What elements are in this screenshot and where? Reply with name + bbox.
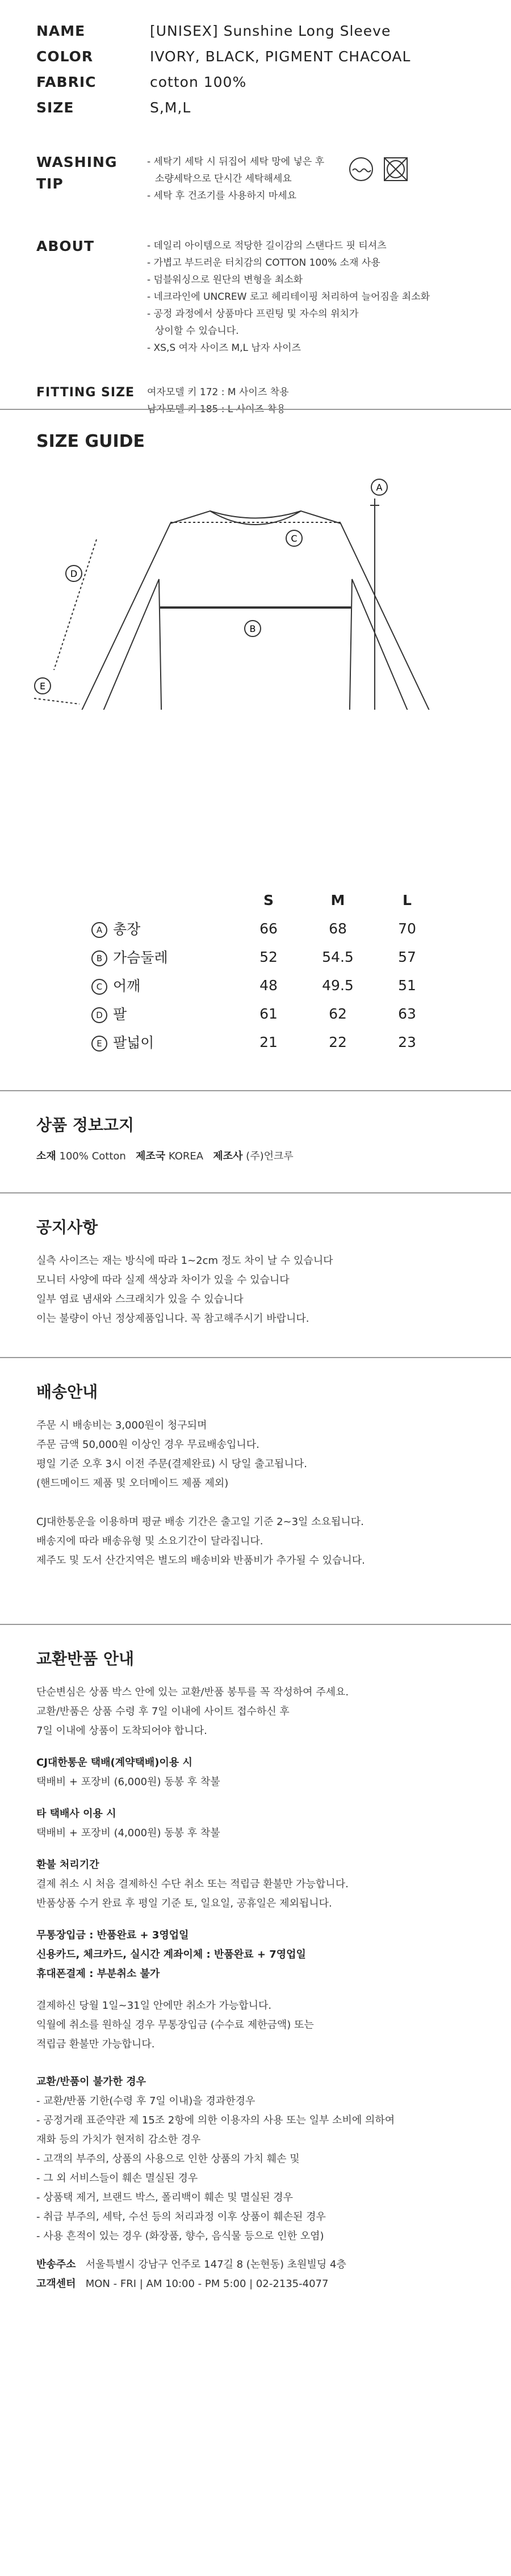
tshirt-diagram bbox=[0, 471, 511, 710]
impossible-line: 재화 등의 가치가 현저히 감소한 경우 bbox=[36, 2134, 201, 2146]
divider bbox=[0, 1090, 511, 1091]
measure-label: 가슴둘레 bbox=[113, 949, 168, 966]
shipping-section bbox=[36, 1380, 479, 1570]
name-label: NAME bbox=[36, 23, 86, 39]
size-cell: 21 bbox=[259, 1033, 278, 1050]
about-line: 상이할 수 있습니다. bbox=[155, 325, 239, 337]
size-cell: 22 bbox=[329, 1033, 347, 1050]
about-line: - 공정 과정에서 상품마다 프린팅 및 자수의 위치가 bbox=[147, 308, 359, 320]
phone-pay-line: 적립금 환불만 가능합니다. bbox=[36, 2038, 155, 2050]
size-cell: 70 bbox=[398, 920, 416, 937]
refund-line: 반품상품 수거 완료 후 평일 기준 토, 일요일, 공휴일은 제외됩니다. bbox=[36, 1898, 332, 1909]
fitting-lines bbox=[147, 384, 475, 418]
size-row bbox=[91, 914, 442, 943]
customer-center-key: 고객센터 bbox=[36, 2278, 76, 2290]
size-cell: 57 bbox=[398, 948, 416, 965]
size-cell: 61 bbox=[259, 1005, 278, 1022]
measure-mark: A bbox=[91, 922, 107, 938]
size-guide-title: SIZE GUIDE bbox=[36, 432, 145, 451]
cj-title: CJ대한통운 택배(계약택배)이용 시 bbox=[36, 1757, 192, 1769]
size-cell: 49.5 bbox=[322, 977, 354, 994]
svg-text:C: C bbox=[291, 533, 298, 544]
measure-label: 팔 bbox=[113, 1006, 127, 1023]
svg-text:E: E bbox=[39, 681, 46, 692]
announce-line: 실측 사이즈는 재는 방식에 따라 1~2cm 정도 차이 날 수 있습니다 bbox=[36, 1255, 333, 1267]
impossible-line: - 상품택 제거, 브랜드 박스, 폴리백이 훼손 및 멸실된 경우 bbox=[36, 2192, 293, 2204]
announcement-section bbox=[36, 1215, 479, 1329]
shipping-line: (핸드메이드 제품 및 오더메이드 제품 제외) bbox=[36, 1477, 229, 1489]
sleeve-width-dimension-line bbox=[34, 698, 79, 704]
about-line: - 덤블워싱으로 원단의 변형을 최소화 bbox=[147, 274, 303, 286]
washing-label-line1: WASHING bbox=[36, 154, 118, 170]
fitting-section bbox=[36, 384, 475, 418]
notice-title: 상품 정보고지 bbox=[36, 1116, 135, 1134]
divider bbox=[0, 1192, 511, 1193]
size-cell: 62 bbox=[329, 1005, 347, 1022]
impossible-line: - 사용 흔적이 있는 경우 (화장품, 향수, 음식물 등으로 인한 오염) bbox=[36, 2230, 324, 2242]
payment-line: 휴대폰결제 : 부분취소 불가 bbox=[36, 1968, 160, 1980]
about-label: ABOUT bbox=[36, 238, 95, 254]
impossible-title: 교환/반품이 불가한 경우 bbox=[36, 2076, 146, 2088]
refund-title: 환불 처리기간 bbox=[36, 1859, 99, 1871]
announce-line: 이는 불량이 아닌 정상제품입니다. 꼭 참고해주시기 바랍니다. bbox=[36, 1313, 309, 1325]
size-value: S,M,L bbox=[150, 99, 191, 116]
size-header: L bbox=[403, 891, 412, 908]
washing-line: 소량세탁으로 단시간 세탁해세요 bbox=[155, 173, 292, 185]
divider bbox=[0, 1357, 511, 1358]
product-detail-page bbox=[0, 0, 511, 418]
size-cell: 23 bbox=[398, 1033, 416, 1050]
about-lines bbox=[147, 237, 475, 357]
svg-text:B: B bbox=[249, 623, 256, 634]
fitting-line: 여자모델 키 172 : M 사이즈 착용 bbox=[147, 387, 289, 398]
divider bbox=[0, 409, 511, 410]
size-cell: 68 bbox=[329, 920, 347, 937]
fabric-label: FABRIC bbox=[36, 74, 97, 90]
color-label: COLOR bbox=[36, 48, 94, 65]
measure-mark: E bbox=[91, 1036, 107, 1052]
exchange-title: 교환반품 안내 bbox=[36, 1649, 135, 1668]
hand-wash-icon bbox=[347, 157, 375, 182]
name-value: [UNISEX] Sunshine Long Sleeve bbox=[150, 23, 391, 39]
size-cell: 66 bbox=[259, 920, 278, 937]
refund-line: 결제 취소 시 처음 결제하신 수단 취소 또는 적립금 환불만 가능합니다. bbox=[36, 1878, 349, 1890]
washing-label bbox=[36, 153, 147, 204]
measure-mark: B bbox=[91, 950, 107, 966]
size-header: S bbox=[263, 891, 274, 908]
announce-line: 일부 염료 냄새와 스크래치가 있을 수 있습니다 bbox=[36, 1293, 244, 1305]
svg-text:A: A bbox=[376, 482, 383, 493]
no-tumble-dry-icon bbox=[383, 157, 408, 182]
size-label: SIZE bbox=[36, 99, 74, 116]
size-header: M bbox=[330, 891, 345, 908]
about-line: - XS,S 여자 사이즈 M,L 남자 사이즈 bbox=[147, 342, 301, 354]
spec-table bbox=[36, 23, 475, 116]
impossible-line: - 공정거래 표준약관 제 15조 2항에 의한 이용자의 사용 또는 일부 소비에 의하여 bbox=[36, 2114, 395, 2126]
size-cell: 51 bbox=[398, 977, 416, 994]
size-row bbox=[91, 971, 442, 999]
fitting-label: FITTING SIZE bbox=[36, 386, 135, 400]
other-courier-line: 택배비 + 포장비 (4,000원) 동봉 후 착불 bbox=[36, 1827, 220, 1839]
return-address-key: 반송주소 bbox=[36, 2259, 76, 2271]
exchange-line: 교환/반품은 상품 수령 후 7일 이내에 사이트 접수하신 후 bbox=[36, 1706, 290, 1718]
size-cell: 54.5 bbox=[322, 948, 354, 965]
phone-pay-line: 익월에 취소를 원하실 경우 무통장입금 (수수료 제한금액) 또는 bbox=[36, 2019, 314, 2031]
exchange-line: 7일 이내에 상품이 도착되어야 합니다. bbox=[36, 1725, 207, 1737]
about-section bbox=[36, 237, 475, 357]
about-line: - 네크라인에 UNCREW 로고 헤리테이핑 처리하여 늘어짐을 최소화 bbox=[147, 291, 430, 303]
material-value: 100% Cotton bbox=[59, 1150, 126, 1162]
exchange-section bbox=[36, 1647, 485, 2294]
measure-label: 총장 bbox=[113, 921, 141, 937]
size-table bbox=[91, 886, 442, 1056]
size-cell: 52 bbox=[259, 948, 278, 965]
other-courier-title: 타 택배사 이용 시 bbox=[36, 1808, 116, 1820]
washing-line: - 세탁기 세탁 시 뒤집어 세탁 망에 넣은 후 bbox=[147, 156, 325, 167]
shipping-title: 배송안내 bbox=[36, 1383, 98, 1401]
payment-line: 무통장입금 : 반품완료 + 3영업일 bbox=[36, 1929, 189, 1941]
shipping-line: CJ대한통운을 이용하며 평균 배송 기간은 출고일 기준 2~3일 소요됩니다. bbox=[36, 1516, 364, 1528]
color-value: IVORY, BLACK, PIGMENT CHACOAL bbox=[150, 48, 411, 65]
impossible-line: - 고객의 부주의, 상품의 사용으로 인한 상품의 가치 훼손 및 bbox=[36, 2153, 300, 2165]
size-cell: 48 bbox=[259, 977, 278, 994]
measure-label: 팔넓이 bbox=[113, 1034, 154, 1051]
return-address-value: 서울특별시 강남구 언주로 147길 8 (논현동) 초원빌딩 4층 bbox=[85, 2259, 346, 2271]
size-row bbox=[91, 1028, 442, 1056]
impossible-line: - 취급 부주의, 세탁, 수선 등의 처리과정 이후 상품이 훼손된 경우 bbox=[36, 2211, 326, 2223]
payment-line: 신용카드, 체크카드, 실시간 계좌이체 : 반품완료 + 7영업일 bbox=[36, 1949, 306, 1961]
product-notice-section bbox=[36, 1113, 479, 1166]
shipping-line: 주문 금액 50,000원 이상인 경우 무료배송입니다. bbox=[36, 1439, 259, 1451]
measure-mark: C bbox=[91, 979, 107, 995]
shipping-line: 배송지에 따라 배송유형 및 소요기간이 달라집니다. bbox=[36, 1535, 263, 1547]
exchange-line: 단순변심은 상품 박스 안에 있는 교환/반품 봉투를 꼭 작성하여 주세요. bbox=[36, 1686, 349, 1698]
shipping-line: 제주도 및 도서 산간지역은 별도의 배송비와 반품비가 추가될 수 있습니다. bbox=[36, 1555, 365, 1566]
announce-line: 모니터 사양에 따라 실제 색상과 차이가 있을 수 있습니다 bbox=[36, 1274, 290, 1286]
impossible-line: - 그 외 서비스들이 훼손 멸실된 경우 bbox=[36, 2172, 198, 2184]
phone-pay-line: 결제하신 당월 1일~31일 안에만 취소가 가능합니다. bbox=[36, 2000, 272, 2012]
maker-value: (주)언크루 bbox=[246, 1150, 294, 1162]
measure-mark: D bbox=[91, 1007, 107, 1023]
washing-line: - 세탁 후 건조기를 사용하지 마세요 bbox=[147, 190, 297, 202]
country-key: 제조국 bbox=[136, 1150, 166, 1162]
divider bbox=[0, 1624, 511, 1625]
size-row bbox=[91, 943, 442, 971]
size-row bbox=[91, 999, 442, 1028]
shipping-line: 평일 기준 오후 3시 이전 주문(결제완료) 시 당일 출고됩니다. bbox=[36, 1458, 307, 1470]
size-cell: 63 bbox=[398, 1005, 416, 1022]
customer-center-value: MON - FRI | AM 10:00 - PM 5:00 | 02-2135-4077 bbox=[85, 2278, 329, 2290]
material-key: 소재 bbox=[36, 1150, 56, 1162]
washing-section bbox=[36, 153, 475, 204]
sleeve-dimension-line bbox=[54, 539, 97, 670]
maker-key: 제조사 bbox=[213, 1150, 243, 1162]
measure-label: 어깨 bbox=[113, 978, 141, 994]
about-line: - 데일리 아이템으로 적당한 길이감의 스탠다드 핏 티셔츠 bbox=[147, 240, 387, 252]
impossible-line: - 교환/반품 기한(수령 후 7일 이내)을 경과한경우 bbox=[36, 2095, 256, 2107]
about-line: - 가볍고 부드러운 터치감의 COTTON 100% 소재 사용 bbox=[147, 257, 380, 269]
shipping-line: 주문 시 배송비는 3,000원이 청구되며 bbox=[36, 1419, 207, 1431]
cj-line: 택배비 + 포장비 (6,000원) 동봉 후 착불 bbox=[36, 1776, 220, 1788]
washing-lines bbox=[147, 153, 324, 204]
svg-text:D: D bbox=[70, 568, 78, 579]
announce-title: 공지사항 bbox=[36, 1218, 98, 1237]
country-value: KOREA bbox=[168, 1150, 204, 1162]
washing-label-line2: TIP bbox=[36, 175, 64, 192]
fitting-line: 남자모델 키 185 : L 사이즈 착용 bbox=[147, 404, 286, 415]
fabric-value: cotton 100% bbox=[150, 74, 247, 90]
